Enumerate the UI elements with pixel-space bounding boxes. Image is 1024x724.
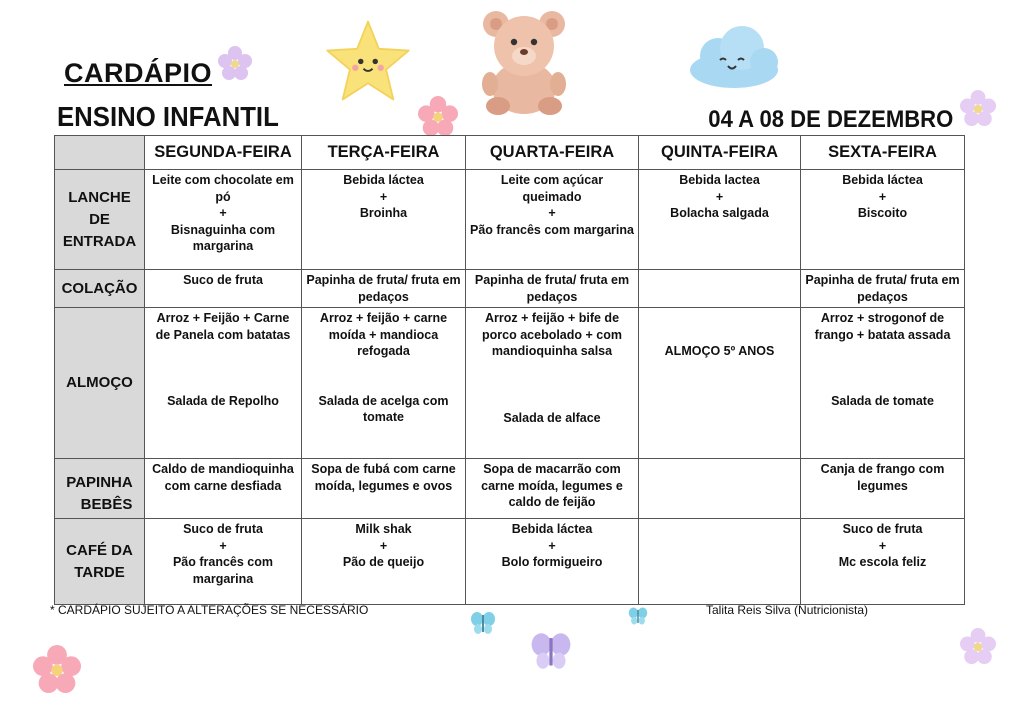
page-title: CARDÁPIO	[64, 58, 213, 88]
menu-cell: Bebida láctea + Bolo formigueiro	[466, 519, 639, 605]
row-label-cafe: CAFÉ DA TARDE	[55, 519, 145, 605]
table-row	[55, 270, 965, 308]
menu-cell: Canja de frango com legumes	[801, 459, 965, 519]
menu-cell: Arroz + strogonof de frango + batata assada Salada de tomate	[801, 308, 965, 459]
butterfly-icon	[470, 610, 496, 636]
page-subtitle: ENSINO INFANTIL	[57, 101, 279, 132]
menu-cell: Papinha de fruta/ fruta em pedaços	[302, 270, 466, 308]
menu-cell: Leite com chocolate em pó + Bisnaguinha com margarina	[145, 170, 302, 270]
table-row	[55, 519, 965, 605]
menu-cell: Sopa de fubá com carne moída, legumes e ovos	[302, 459, 466, 519]
footer-note: * CARDÁPIO SUJEITO A ALTERAÇÕES SE NECESSÁRIO	[50, 603, 369, 617]
menu-cell: Suco de fruta + Mc escola feliz	[801, 519, 965, 605]
menu-cell: Leite com açúcar queimado + Pão francês com margarina	[466, 170, 639, 270]
menu-cell: Caldo de mandioquinha com carne desfiada	[145, 459, 302, 519]
butterfly-icon	[528, 630, 574, 672]
day-header: QUARTA-FEIRA	[466, 136, 639, 170]
menu-cell: Papinha de fruta/ fruta em pedaços	[801, 270, 965, 308]
day-header: QUINTA-FEIRA	[639, 136, 801, 170]
row-label-lanche: LANCHE DE ENTRADA	[55, 170, 145, 270]
cloud-icon	[686, 22, 782, 92]
date-range: 04 A 08 DE DEZEMBRO	[708, 106, 953, 133]
row-label-colacao: COLAÇÃO	[55, 270, 145, 308]
nutritionist-signature: Talita Reis Silva (Nutricionista)	[706, 603, 869, 617]
menu-cell: Milk shak + Pão de queijo	[302, 519, 466, 605]
corner-cell	[55, 136, 145, 170]
menu-cell: Bebida láctea + Broinha	[302, 170, 466, 270]
table-row	[55, 170, 965, 270]
menu-cell	[639, 459, 801, 519]
menu-cell: Bebida láctea + Biscoito	[801, 170, 965, 270]
table-row	[55, 459, 965, 519]
menu-cell: Suco de fruta + Pão francês com margarina	[145, 519, 302, 605]
flower-icon	[218, 46, 252, 80]
teddy-bear-icon	[476, 4, 572, 116]
menu-cell: Arroz + Feijão + Carne de Panela com batatas Salada de Repolho	[145, 308, 302, 459]
flower-icon	[960, 628, 996, 664]
butterfly-icon	[628, 606, 648, 626]
menu-cell: ALMOÇO 5º ANOS	[639, 308, 801, 459]
menu-cell	[639, 519, 801, 605]
menu-cell: Bebida lactea + Bolacha salgada	[639, 170, 801, 270]
flower-icon	[28, 645, 86, 693]
day-header: TERÇA-FEIRA	[302, 136, 466, 170]
menu-cell	[639, 270, 801, 308]
table-row	[55, 308, 965, 459]
menu-table	[54, 135, 965, 605]
table-header-row	[55, 136, 965, 170]
star-icon	[322, 18, 414, 104]
menu-cell: Papinha de fruta/ fruta em pedaços	[466, 270, 639, 308]
flower-icon	[417, 96, 459, 136]
day-header: SEGUNDA-FEIRA	[145, 136, 302, 170]
row-label-almoco: ALMOÇO	[55, 308, 145, 459]
flower-icon	[960, 90, 996, 126]
menu-cell: Suco de fruta	[145, 270, 302, 308]
day-header: SEXTA-FEIRA	[801, 136, 965, 170]
menu-cell: Arroz + feijão + carne moída + mandioca refogada Salada de acelga com tomate	[302, 308, 466, 459]
menu-cell: Arroz + feijão + bife de porco acebolado + com mandioquinha salsa Salada de alface	[466, 308, 639, 459]
menu-cell: Sopa de macarrão com carne moída, legumes e caldo de feijão	[466, 459, 639, 519]
row-label-papinha: PAPINHA BEBÊS	[55, 459, 145, 519]
